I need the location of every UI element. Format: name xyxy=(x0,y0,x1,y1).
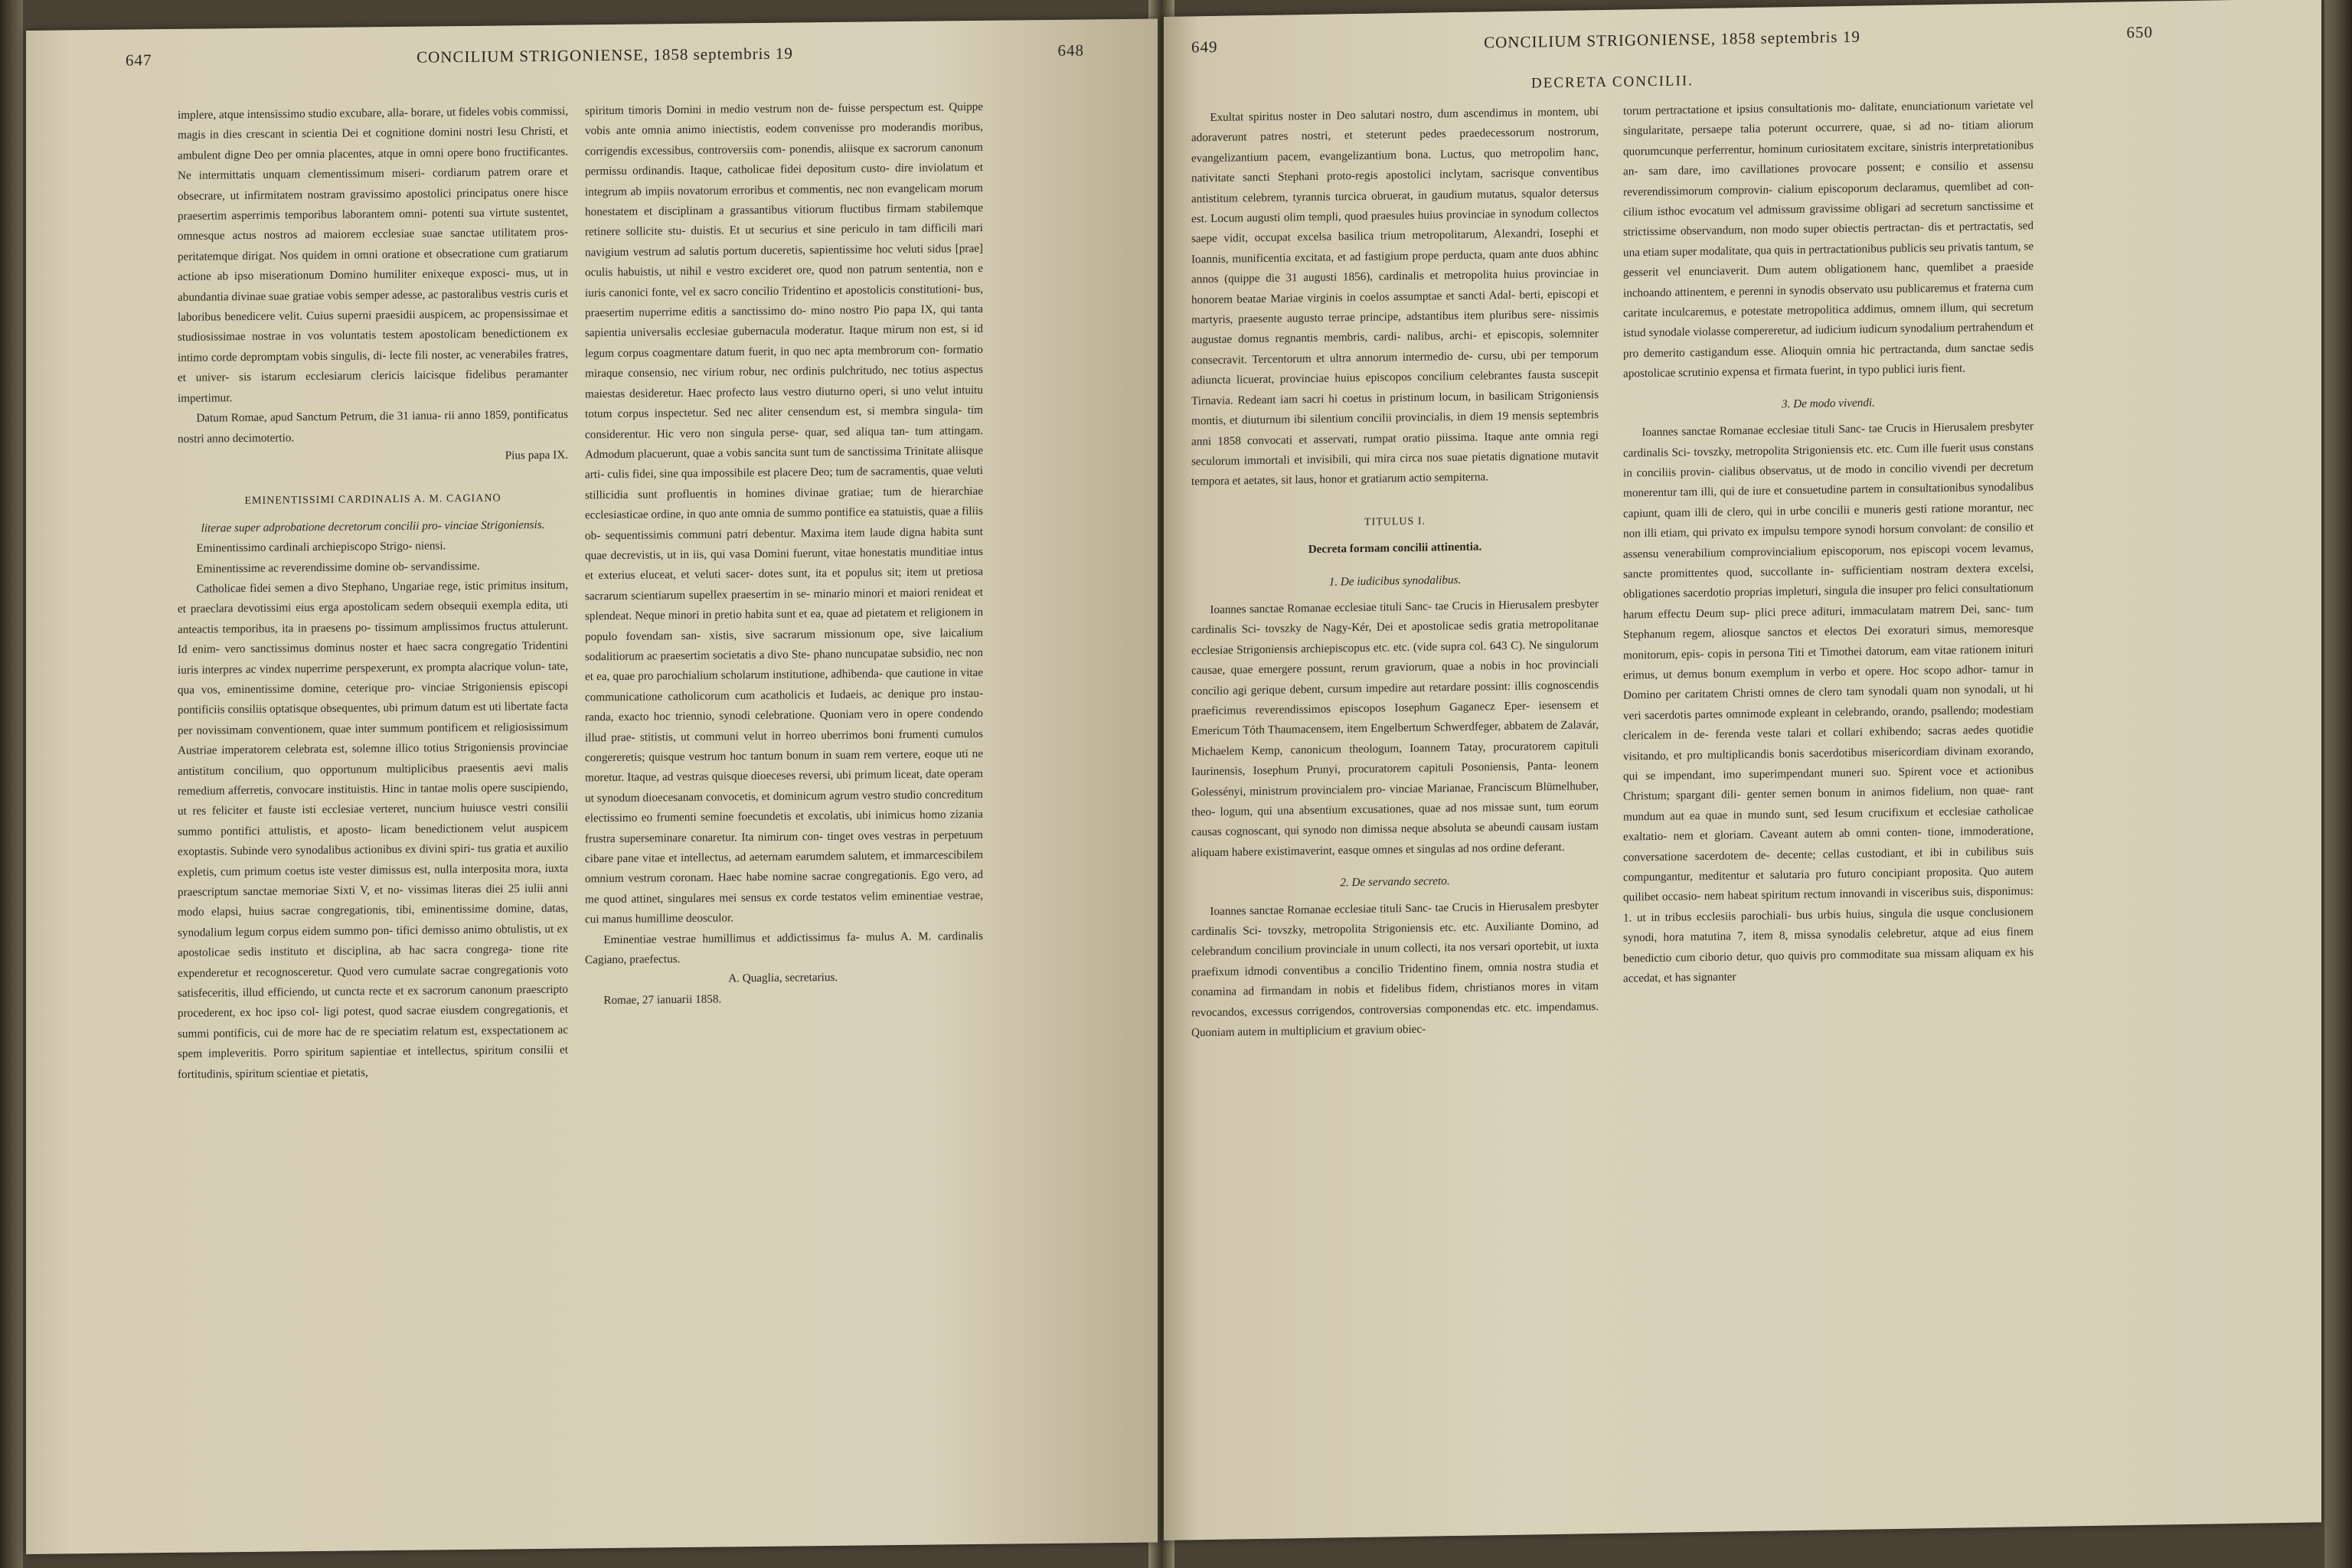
page-number: 649 xyxy=(1191,37,1218,57)
paragraph: Ioannes sanctae Romanae ecclesiae tituli Sanc- tae Crucis in Hierusalem presbyter cardinalis Sci- tovszky, metropolita Strigoniensis etc. etc. Auxiliante Domino, ad celebrandum concilium provinciale in unum collecti, ita nos versari oportebit, ut iuxta praefixum idmodi conventibus a concilio Tridentino finem, omnia nostra studia et conamina ad firmandam in nobis et fidelibus fidem, christianos mores in vitam revocandos, excessus corrigendos, controversias componendas etc. etc. impendamus. Quoniam autem in multiplicium et gravium obiec- xyxy=(1191,898,1599,1040)
titulus-subheading: Decreta formam concilii attinentia. xyxy=(1308,540,1482,557)
page-number: 650 xyxy=(2126,22,2153,42)
section-title: 3. De modo vivendi. xyxy=(1782,396,1875,411)
section-heading: EMINENTISSIMI CARDINALIS A. M. CAGIANO xyxy=(244,492,501,508)
right-page xyxy=(1164,0,2321,1540)
book-edge-left xyxy=(0,0,23,1568)
right-running-head xyxy=(1191,23,2153,69)
section-title: 1. De iudicibus synodalibus. xyxy=(1328,573,1462,589)
section-title: 2. De servando secreto. xyxy=(1340,874,1450,890)
paragraph: implere, atque intensissimo studio excubare, alla- borare, ut fideles vobis commissi, magis in dies crescant in scientia Dei et cognitione domini nostri Iesu Christi, et ambulent digne Deo per omnia placentes, atque in omni opere bono fructificantes. Ne intermittatis unquam clementissimum miseri- cordiarum patrem orare et obsecrare, ut infirmitatem nostram gravissimo apostolici principatus onere hisce praesertim asperrimis temporibus laborantem omni- potenti sua virtute sustentet, omnesque actus nostros ad maiorem ecclesiae suae sanctae utilitatem pros- peritatemque dirigat. Nos quidem in omni oratione et obsecratione cum gratiarum actione ab ipso miserationum Domino humiliter enixeque exposci- mus, ut in abundantia divinae suae gratiae vobis semper adesse, ac pastoralibus vestris curis et laboribus benedicere velit. Cuius superni praesidii auspicem, ac propensissimae et studiosissimae nostrae in vos voluntatis testem apostolicam benedictionem ex intimo corde depromptam vobis singulis, di- lecte fili noster, ac venerabiles fratres, et univer- sis istarum ecclesiarum clericis laicisque fidelibus peramanter impertimur. xyxy=(178,104,568,405)
left-column-b xyxy=(585,97,983,1517)
book-edge-right xyxy=(2324,0,2352,1568)
page-number: 647 xyxy=(126,51,152,70)
left-column-a xyxy=(178,102,568,1522)
titulus-heading: TITULUS I. xyxy=(1364,515,1426,528)
running-title: CONCILIUM STRIGONIENSE, 1858 septembris 19 xyxy=(416,44,793,67)
signature: Pius papa IX. xyxy=(505,448,568,462)
left-running-head xyxy=(126,41,1084,82)
paragraph: Ioannes sanctae Romanae ecclesiae tituli Sanc- tae Crucis in Hierusalem presbyter cardinalis Sci- tovszky de Nagy-Kér, Dei et apostolicae sedis gratia metropolitanae ecclesiae Strigoniensis archiepiscopus etc. etc. (vide supra col. 643 C). Ne singulorum causae, quae emergere possunt, rerum graviorum, quae a nobis in hoc provinciali concilio agi gerique debent, cursum impedire aut retardare possint: illis cognoscendis praeficimus reverendissimos episcopos Iosephum Gaganecz Eper- iesensem et Emericum Tóth Thaumacensem, item Engelbertum Schwerdfeger, abbatem de Zalavár, Michaelem Kemp, canonicum theologum, Ioannem Tatay, procuratorem capituli Iaurinensis, Iosephum Prunyi, procuratorem capituli Posoniensis, Panta- leonem Golessényi, ministrum provincialem pro- vinciae Marianae, Franciscum Blümelhuber, theo- logum, qui una absentium excusationes, quae ad nos missae sunt, tum eorum causas cognoscant, qui synodo non dimissa neque absoluta se abeundi causam iustam aliquam habere existimaverint, easque omnes et singulas ad nos ordine deferant. xyxy=(1191,597,1599,860)
paragraph: Ioannes sanctae Romanae ecclesiae tituli Sanc- tae Crucis in Hierusalem presbyter cardinalis Sci- tovszky, metropolita Strigoniensis etc. etc. Cum ille fuerit usus constans in conciliis provin- cialibus observatus, ut de modo in concilio vivendi per decretum monerentur tam illi, qui de iure et consuetudine partem in consultationibus synodalibus capiunt, quam illi de clero, qui in urbe concilii e muneris gesti ratione morantur, nec non illi etiam, qui privato ex impulsu tempore synodi horsum convolant: de consilio et assensu venerabilium comprovincialium episcoporum, nos episcopi vocem levamus, sancte promittentes quod, succollante in- sufficientiam nostram dextera excelsi, obligationes sacerdotio proprias impleturi, singula die insuper pro felici consultationum harum effectu Deum sup- plici prece adituri, immaculatam matrem Dei, sanc- tum Stephanum regem, aliosque sanctos et electos Dei exoraturi simus, memoresque monitorum, epis- copis in persona Titi et Timothei datorum, eam vitae rationem inituri erimus, ut demus bonum exemplum in verbo et opere. Hoc scopo adhor- tamur in Domino per caritatem Christi omnes de clero tam synodali quam non synodali, ut hi veri sacerdotis partes omnimode expleant in celebrando, orando, psallendo; modestiam clericalem in de- ferenda veste talari et collari exhibendo; sacras aedes quotidie visitando, et pro multiplicandis bonis sacerdotibus misericordiam divinam exorando, qui se impendant, imo superimpendant muneri suo. Spirent voce et actionibus Christum; spargant dili- genter semen bonum in animos fidelium, non quae- rant mundum aut ea quae in mundo sunt, sed Iesum crucifixum et ecclesiae catholicae exaltatio- nem et gloriam. Caveant autem ab omni conten- tione, immoderatione, conversatione sacerdotem de- decente; cellas custodiant, et ibi in cubilibus suis compungantur, meditentur et salutaria pro futuro concipiant proposita. Quo autem quilibet occasio- nem habeat spiritum rectum innovandi in visceribus suis, disponimus: 1. ut in tribus ecclesiis parochiali- bus urbis huius, singula die usque conclusionem synodi, hora matutina 7, item 8, missa synodalis celebretur, atque ad eius finem benedictio cum ciborio detur, quo quivis pro commoditate sua missam aliquam ex his accedat, et has signanter xyxy=(1623,420,2034,985)
right-column-a xyxy=(1191,102,1599,1524)
paragraph: torum pertractatione et ipsius consultationis mo- dalitate, enunciationum varietate vel singularitate, persaepe talia poterunt occurrere, quae, si ad no- titiam aliorum quorumcunque perferrentur, hominum curiositatem excitare, sinistris interpretationibus an- sam dare, imo cavillationes provocare possent; e consilio et assensu reverendissimorum comprovin- cialium episcoporum declaramus, quemlibet ad con- cilium isthoc evocatum vel admissum gravissime obligari ad secretum sanctissime et strictissime observandum, non modo super obiectis pertractan- dis et pertractatis, sed una etiam super modalitate, qua quis in pertractationibus publicis seu privatis tantum, se gesserit vel enunciaverit. Dum autem obligationem hanc, quemlibet a praeside inchoando attinentem, e perenni in synodis observato usu publicaremus et fraterna cum caritate inculcaremus, e potestate metropolitica addimus, omnem illum, qui secretum istud synodale violasse compereretur, ad iudicium iudicum synodalium pertrahendum et pro demerito castigandum esse. Alioquin omnia hic pertractanda, dum sanctae sedis apostolicae scrutinio expensa et firmata fuerint, in typo publici iuris fient. xyxy=(1623,98,2034,381)
address-line: Eminentissimo cardinali archiepiscopo Strigo- niensi. xyxy=(196,539,446,555)
paragraph: Exultat spiritus noster in Deo salutari nostro, dum ascendimus in montem, ubi adoraverunt patres nostri, et steterunt pedes praedecessorum nostrorum, evangelizantium pacem, evangelizantium bona. Luctus, quo metropolim hanc, nativitate sancti Stephani proto-regis apostolici inclytam, sacrisque conventibus antistitum celebrem, tyrannis turcica obruerat, in gaudium mutatus, squalor detersus est. Locum augusti olim templi, quod praesules huius provinciae in synodum collectos saepe vidit, occupat excelsa basilica trium metropolitarum, Alexandri, Iosephi et Ioannis, munificentia excitata, et ad fastigium prope perducta, quam ante duos abhinc annos (quippe die 31 augusti 1856), cardinalis et metropolita huius provinciae in honorem beatae Mariae virginis in coelos assumptae et sancti Adal- berti, episcopi et martyris, praesente augusto terrae principe, adstantibus item pluribus sere- nissimis augustae domus regnantis membris, cardi- nalibus, archi- et episcopis, solemniter consecravit. Tercentorum et ultra annorum intermedio de- cursu, ubi per temporum adiuncta licuerat, provinciae huius episcopos concilium celebrantes fausta suscepit Tirnavia. Redeant iam sacri hi coetus in pristinum locum, in basilicam Strigoniensis montis, et diuturnum ibi silentium concilii provincialis, in diem 19 mensis septembris anni 1858 convocati et asservati, rumpat oratio piissima. Itaque ante omnia regi seculorum immortali et invisibili, qui mira circa nos suae pietatis dignatione mutavit tempora et aetates, sit laus, honor et gratiarum actio sempiterna. xyxy=(1191,105,1599,488)
main-heading: DECRETA CONCILII. xyxy=(1531,73,1694,92)
paragraph: Catholicae fidei semen a divo Stephano, Ungariae rege, istic primitus insitum, et praeclara devotissimi eius erga apostolicam sedem obsequii exempla edita, uti anteactis temporibus, ita in praesens po- tissimum amplissimos fructus attulerunt. Id enim- vero sanctissimus dominus noster et haec sacra congregatio Tridentini iuris interpres ac vindex nuperrime perspexerunt, ex prompta alacrique volun- tate, qua vos, eminentissime domine, ceterique pro- vinciae Strigoniensis episcopi pontificiis consiliis optatisque obsequentes, ubi primum datum est uti libertate facta per novissimam conventionem, quae inter summum pontificem et religiosissimum Austriae imperatorem celebrata est, solemne illico totius Strigoniensis provinciae antistitum concilium, quo opportunum multiplicibus praesentis aevi malis remedium afferretis, convocare instituistis. Hinc in tantae molis opere suscipiendo, ut res feliciter et fauste isti ecclesiae verteret, nuncium huiusce vestri consilii summo pontifici attulistis, et aposto- licam benedictionem velut auspicem exoptastis. Subinde vero synodalibus actionibus ex divini spiri- tus gratia et auxilio expletis, cum primum coetus iste vester dimissus est, nulla interposita mora, iuxta praescriptum sanctae memoriae Sixti V, et no- vissimas literas diei 25 iulii anni modo elapsi, huius sacrae congregationis, tibi, eminentissime domine, datas, synodalium legum corpus eidem summo pon- tifici demisso animo obtulistis, ut ex apostolicae sedis instituto et disciplina, ab hac sacra congrega- tione rite expenderetur et recognosceretur. Quod vero cumulate sacrae congregationis voto satisfeceritis, illud efficiendo, ut cuncta recte et ex sacrorum canonum praescripto procederent, ex hoc ipso col- ligi potest, quod sacrae eiusdem congregationis, et summi pontificis, cui de more hac de re speciatim relatum est, exspectationem ac spem impleveritis. Porro spiritum sapientiae et intellectus, spiritum consilii et fortitudinis, spiritum scientiae et pietatis, xyxy=(178,578,568,1081)
page-number: 648 xyxy=(1057,41,1084,60)
section-subheading: literae super adprobatione decretorum concilii pro- vinciae Strigoniensis. xyxy=(201,518,545,535)
date-line: Datum Romae, apud Sanctum Petrum, die 31 ianua- rii anno 1859, pontificatus nostri anno decimotertio. xyxy=(178,407,568,446)
signature: A. Quaglia, secretarius. xyxy=(728,971,838,985)
paragraph: spiritum timoris Domini in medio vestrum non de- fuisse perspectum est. Quippe vobis ante omnia animo iniectistis, eodem convenisse pro moderandis moribus, corrigendis excessibus, controversiis com- ponendis, aliisque ex sacrorum canonum permissu ordinandis. Itaque, catholicae fidei depositum custo- dire inviolatum et integrum ab impiis novatorum erroribus et commentis, nec non evangelicam morum honestatem et disciplinam a grassantibus vitiorum fluctibus firmam stabilemque retinere sollicite stu- duistis. Et ut securius et sine periculo in tam difficili mari navigium vestrum ad salutis portum duceretis, sapientissime hoc veluti sidus [prae] oculis habuistis, ut nihil e vestro excideret ore, quod non patrum sententia, non e iuris canonici fonte, vel ex sacro concilio Tridentino et apostolicis constitutioni- bus, praesertim nuperrime editis a sanctissimo do- mino nostro Pio papa IX, qui tanta sapientia universalis ecclesiae gubernacula moderatur. Itaque mirum non est, si id legum corpus coagmentare datum fuerit, in quo nec apta membrorum con- formatio miraque consensio, nec virium robur, nec ordinis pulchritudo, nec totius aspectus maiestas desideretur. Haec profecto laus vestro diuturno operi, si uno velut intuitu totum corpus inspectetur. Sed nec aliter censendum est, si membra singula- tim considerentur. Hic vero non singula perse- quar, sed aliqua tan- tum attingam. Admodum placuerunt, quae a vobis sancita sunt tum de sanctissima Trinitate aliisque arti- culis fidei, sine qua impossibile est placere Deo; tum de sacramentis, quae veluti stillicidia sunt profluentis in homines divinae gratiae; tum de hierarchiae ecclesiasticae ordine, in quo ante omnia de summo pontifice ea statuistis, quae a filiis ob- sequentissimis communi patri debentur. Maxima item laude digna habita sunt quae decrevistis, ut in iis, qui vasa Domini fuerunt, vitae honestatis munditiae intus et exterius eluceat, et veluti sacer- dotes sunt, ita et populus sit; item ut pretiosa sacrarum scientiarum supellex praesertim in se- minario minori et maiori renideat et splendeat. Neque minori in pretio habita sunt et ea, quae ad pietatem et religionem in populo fovendam san- xistis, sive sacrarum missionum ope, sive laicalium sodalitiorum ac praesertim societatis a divo Ste- phano nuncupatae subsidio, nec non et ea, quae pro parochialium scholarum institutione, adhibenda- que cautione in vitae communicatione catholicorum cum acatholicis et Iudaeis, ac denique pro instau- randa, exacto hoc triennio, synodi celebratione. Quoniam vero in opere condendo illud prae- stitistis, ut communi velut in horreo uberrimos boni frumenti cumulos congereretis; quisque vestrum hoc tantum bonum in suam rem vertere, eoque uti ne moretur. Itaque, ad vestras quisque dioeceses reversi, ubi primum liceat, date operam ut synodum dioecesanam convocetis, et dominicum agrum vestro studio concreditum electissimo eo frumenti semine foecundetis et excolatis, ubi inimicus homo zizania frustra superseminare conaretur. Ita nimirum con- tinget oves vestras in perpetuum cibare pane vitae et intellectus, ad aeternam earumdem salutem, et immarcescibilem omnium vestrum coronam. Haec habe nomine sacrae congregationis. Ego vero, ad me quod attinet, singulares mei sensus ex corde testatos velim eminentiae vestrae, cui manus humillime deosculor. xyxy=(585,100,983,926)
closing-line: Eminentiae vestrae humillimus et addictissimus fa- mulus A. M. cardinalis Cagiano, praefectus. xyxy=(585,929,983,967)
running-title: CONCILIUM STRIGONIENSE, 1858 septembris 19 xyxy=(1484,27,1860,52)
date-line: Romae, 27 ianuarii 1858. xyxy=(603,992,722,1007)
left-page xyxy=(26,19,1158,1554)
address-line: Eminentissime ac reverendissime domine ob- servandissime. xyxy=(196,559,480,576)
right-column-b xyxy=(1623,95,2034,1517)
